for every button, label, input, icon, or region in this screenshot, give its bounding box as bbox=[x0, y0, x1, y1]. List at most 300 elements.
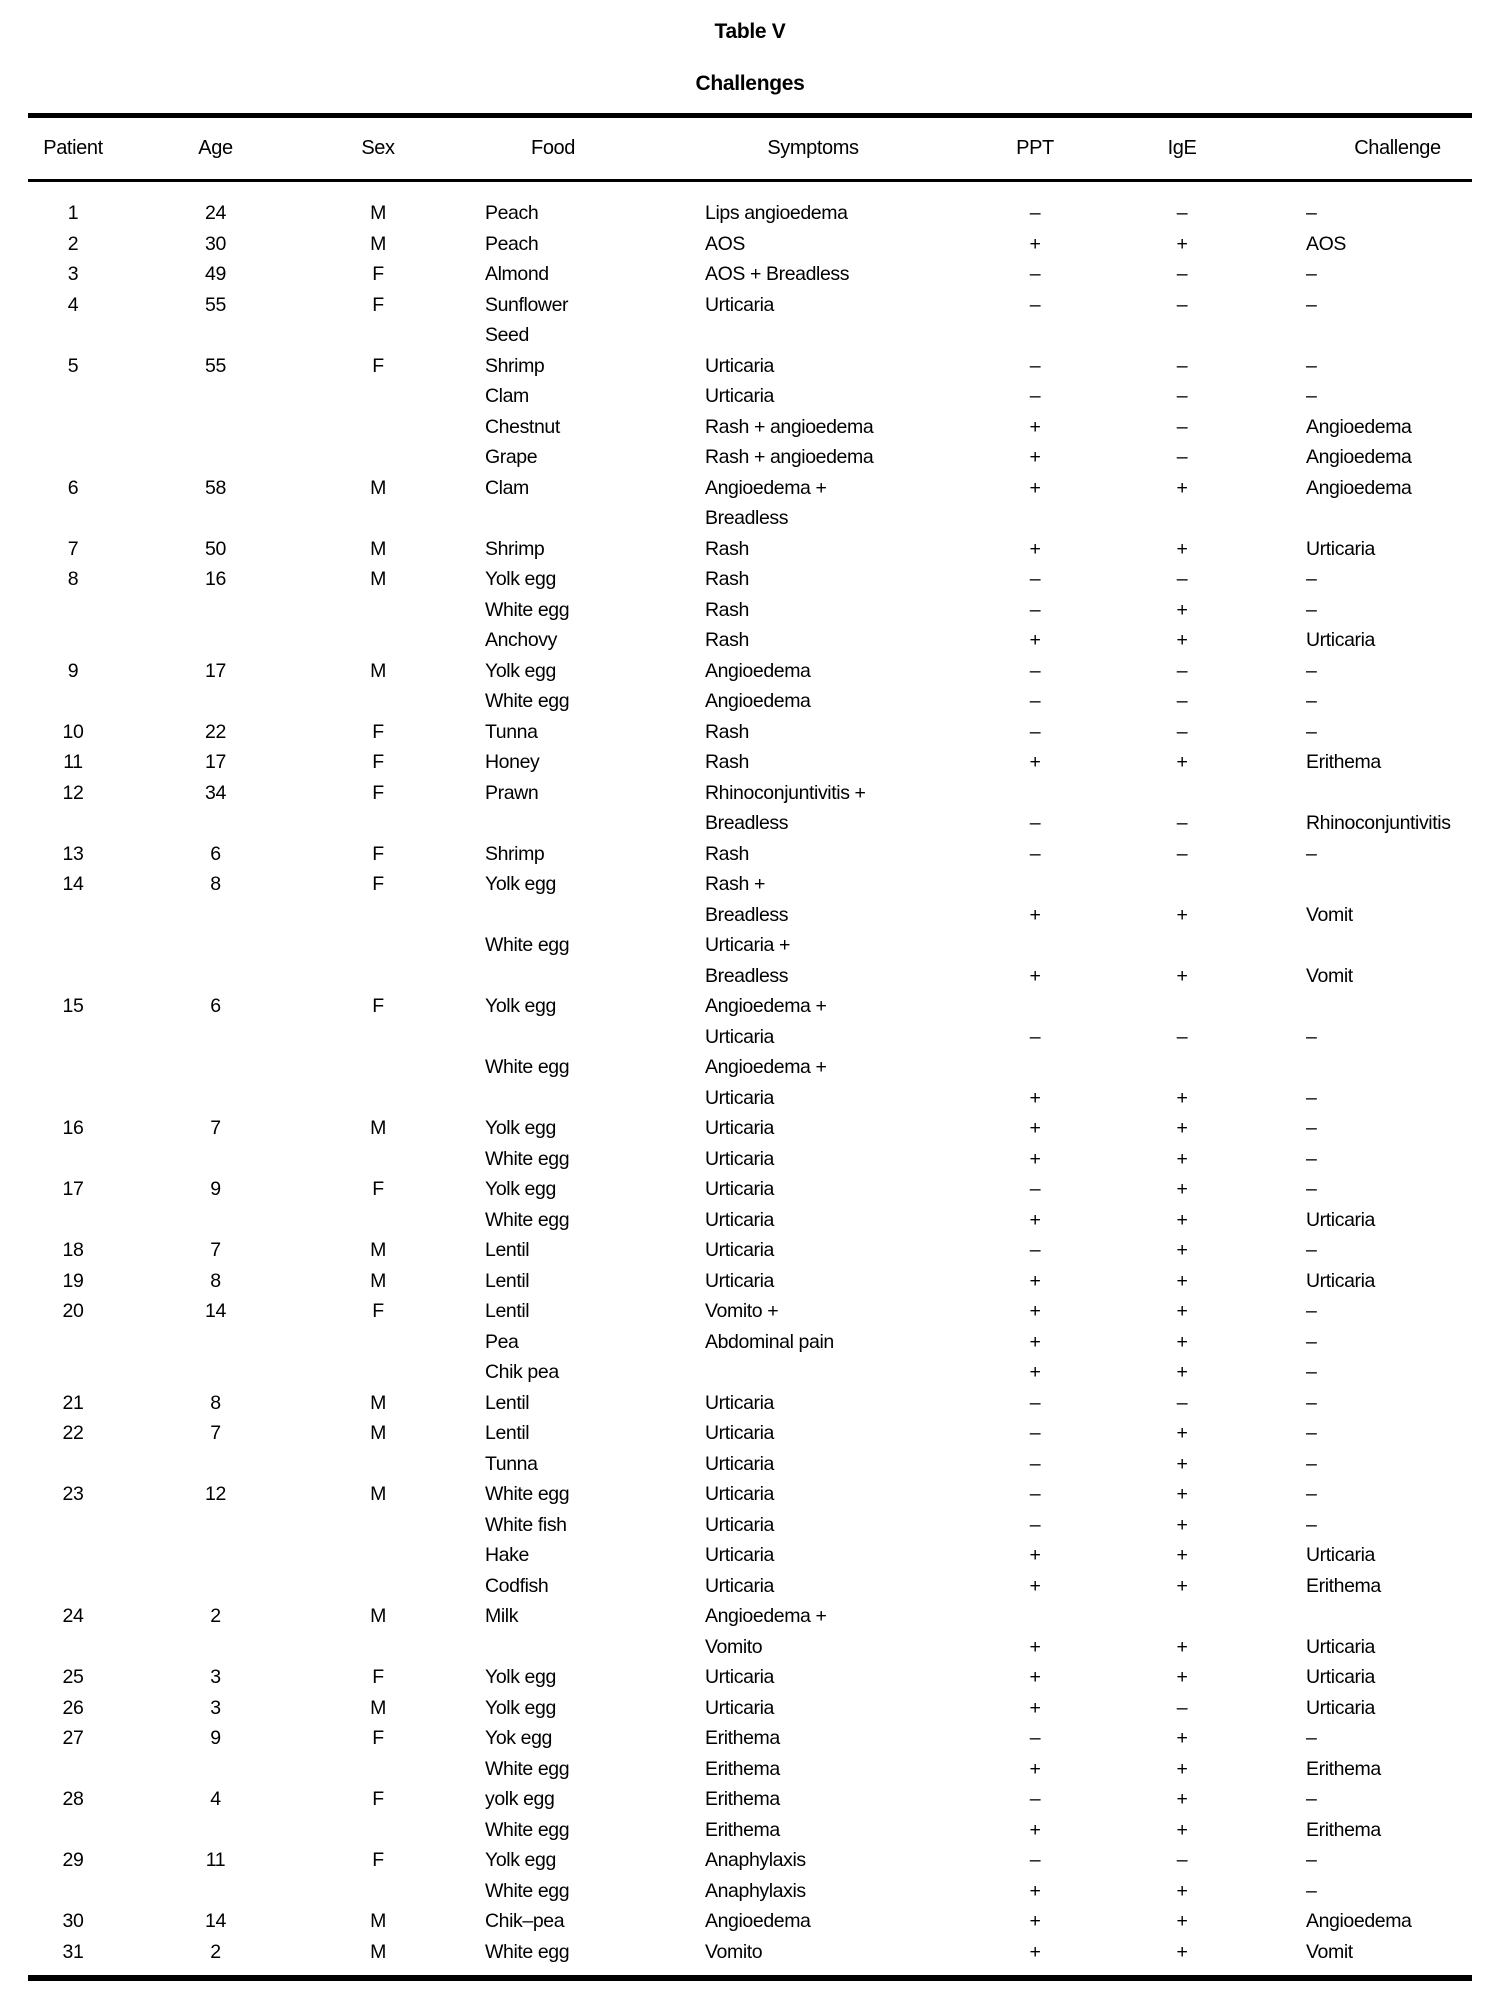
cell-ppt: + bbox=[1029, 446, 1041, 468]
table-row bbox=[28, 595, 1472, 626]
cell-challenge: – bbox=[1306, 659, 1317, 682]
table-row bbox=[28, 351, 1472, 382]
cell-ige: + bbox=[1176, 1635, 1188, 1658]
cell-sex: F bbox=[372, 263, 384, 285]
cell-patient: 27 bbox=[62, 1727, 84, 1749]
table-row bbox=[28, 961, 1472, 992]
table-row bbox=[28, 1632, 1472, 1663]
cell-ige: + bbox=[1176, 751, 1188, 773]
cell-food: White egg bbox=[485, 934, 570, 956]
cell-age: 34 bbox=[205, 781, 226, 804]
cell-ige: – bbox=[1176, 354, 1188, 377]
cell-sex: F bbox=[372, 1788, 384, 1810]
cell-patient bbox=[28, 1449, 118, 1480]
cell-challenge: – bbox=[1306, 1391, 1317, 1414]
cell-ppt bbox=[963, 991, 1107, 1022]
cell-symptoms: Rash bbox=[705, 568, 749, 590]
table-row bbox=[28, 1906, 1472, 1937]
cell-symptoms: Erithema bbox=[705, 1757, 780, 1780]
cell-sex: F bbox=[372, 293, 384, 316]
cell-symptoms: Rash bbox=[705, 720, 749, 743]
cell-ige: + bbox=[1176, 1757, 1188, 1780]
cell-patient: 22 bbox=[62, 1422, 84, 1444]
cell-ige: – bbox=[1176, 720, 1188, 743]
cell-symptoms: Rash bbox=[705, 751, 749, 773]
cell-challenge: Erithema bbox=[1306, 1574, 1381, 1597]
cell-challenge: – bbox=[1306, 1117, 1317, 1139]
cell-ige bbox=[1107, 991, 1257, 1022]
cell-patient: 19 bbox=[62, 1269, 84, 1292]
cell-sex bbox=[313, 1327, 443, 1358]
cell-ige bbox=[1107, 503, 1257, 534]
cell-challenge bbox=[1257, 1052, 1472, 1083]
cell-patient: 3 bbox=[67, 263, 79, 285]
cell-age: 7 bbox=[210, 1117, 221, 1139]
cell-challenge: Erithema bbox=[1306, 751, 1381, 773]
cell-ige: + bbox=[1176, 1483, 1188, 1505]
cell-food bbox=[443, 900, 663, 931]
cell-ppt bbox=[963, 503, 1107, 534]
table-row bbox=[28, 1266, 1472, 1297]
table-row bbox=[28, 1022, 1472, 1053]
cell-patient bbox=[28, 1083, 118, 1114]
cell-sex: M bbox=[370, 1696, 386, 1719]
cell-ppt: + bbox=[1029, 476, 1041, 499]
cell-challenge: Vomit bbox=[1306, 964, 1353, 987]
table-row bbox=[28, 1784, 1472, 1815]
cell-symptoms: Rash bbox=[705, 537, 749, 560]
cell-challenge: Angioedema bbox=[1306, 476, 1412, 499]
cell-challenge: – bbox=[1306, 385, 1317, 407]
cell-age: 3 bbox=[210, 1696, 221, 1719]
cell-ppt: + bbox=[1029, 751, 1041, 773]
cell-patient: 23 bbox=[62, 1483, 84, 1505]
cell-symptoms: Urticaria bbox=[705, 1666, 774, 1688]
cell-symptoms: AOS + Breadless bbox=[705, 263, 850, 285]
cell-patient: 9 bbox=[67, 659, 79, 682]
cell-symptoms: Abdominal pain bbox=[705, 1330, 834, 1353]
cell-age: 50 bbox=[205, 537, 226, 560]
cell-symptoms: Urticaria + bbox=[705, 934, 790, 956]
cell-challenge: Erithema bbox=[1306, 1757, 1381, 1780]
cell-patient: 26 bbox=[62, 1696, 84, 1719]
cell-challenge: – bbox=[1306, 1300, 1317, 1322]
cell-ppt: – bbox=[1029, 842, 1041, 865]
cell-challenge: Urticaria bbox=[1306, 1544, 1375, 1566]
table-row bbox=[28, 1418, 1472, 1449]
cell-food: Hake bbox=[485, 1544, 529, 1566]
cell-ige: + bbox=[1176, 964, 1188, 987]
cell-challenge: – bbox=[1306, 842, 1317, 865]
cell-ppt: + bbox=[1029, 964, 1041, 987]
cell-ppt bbox=[963, 930, 1107, 961]
cell-ige: + bbox=[1176, 232, 1188, 255]
table-row bbox=[28, 808, 1472, 839]
cell-challenge: – bbox=[1306, 1727, 1317, 1749]
cell-symptoms: Angioedema bbox=[705, 659, 811, 682]
table-row bbox=[28, 1693, 1472, 1724]
cell-ige: + bbox=[1176, 1361, 1188, 1383]
cell-ppt: + bbox=[1029, 232, 1041, 255]
table-row bbox=[28, 778, 1472, 809]
cell-symptoms: Urticaria bbox=[705, 1696, 774, 1719]
cell-symptoms bbox=[663, 320, 963, 351]
cell-symptoms: Urticaria bbox=[705, 1422, 774, 1444]
cell-challenge bbox=[1257, 1601, 1472, 1632]
cell-food: Yolk egg bbox=[485, 995, 556, 1017]
table-body bbox=[28, 181, 1472, 1979]
cell-ige: + bbox=[1176, 1452, 1188, 1475]
cell-challenge: – bbox=[1306, 1025, 1317, 1048]
cell-patient: 13 bbox=[62, 842, 84, 865]
cell-ppt: + bbox=[1029, 1208, 1041, 1231]
cell-patient: 15 bbox=[62, 995, 84, 1017]
cell-age: 58 bbox=[205, 476, 226, 499]
cell-age bbox=[118, 1571, 313, 1602]
cell-ppt: – bbox=[1029, 385, 1041, 407]
cell-ppt: – bbox=[1029, 354, 1041, 377]
table-row bbox=[28, 1845, 1472, 1876]
table-row bbox=[28, 1083, 1472, 1114]
cell-age bbox=[118, 808, 313, 839]
cell-challenge: – bbox=[1306, 1422, 1317, 1444]
cell-food: White egg bbox=[485, 1879, 570, 1902]
cell-patient: 7 bbox=[67, 537, 79, 560]
cell-age: 6 bbox=[210, 842, 221, 865]
cell-food: Yolk egg bbox=[485, 1117, 556, 1139]
cell-sex: M bbox=[370, 1940, 386, 1963]
cell-ige: – bbox=[1176, 415, 1188, 438]
cell-ige: + bbox=[1176, 1788, 1188, 1810]
cell-sex: F bbox=[372, 354, 384, 377]
cell-food: Yolk egg bbox=[485, 1849, 556, 1871]
cell-symptoms: Angioedema + bbox=[705, 476, 827, 499]
table-row bbox=[28, 1723, 1472, 1754]
cell-sex bbox=[313, 1754, 443, 1785]
cell-sex: M bbox=[370, 1239, 386, 1261]
cell-food: Yolk egg bbox=[485, 1696, 556, 1719]
cell-age bbox=[118, 595, 313, 626]
cell-sex: M bbox=[370, 1269, 386, 1292]
challenges-table bbox=[28, 113, 1472, 1981]
cell-symptoms: Vomito bbox=[705, 1635, 763, 1658]
cell-ppt: + bbox=[1029, 1361, 1041, 1383]
cell-sex: F bbox=[372, 1300, 384, 1322]
cell-ige: + bbox=[1176, 1300, 1188, 1322]
cell-ppt: – bbox=[1029, 1452, 1041, 1475]
cell-age: 9 bbox=[210, 1178, 221, 1200]
table-row bbox=[28, 534, 1472, 565]
cell-symptoms: Angioedema bbox=[705, 690, 811, 712]
cell-food: Peach bbox=[485, 202, 539, 224]
cell-symptoms: Anaphylaxis bbox=[705, 1849, 806, 1871]
cell-patient: 28 bbox=[62, 1788, 84, 1810]
cell-sex bbox=[313, 808, 443, 839]
cell-symptoms: Anaphylaxis bbox=[705, 1879, 806, 1902]
cell-sex bbox=[313, 1510, 443, 1541]
cell-age bbox=[118, 900, 313, 931]
cell-patient bbox=[28, 900, 118, 931]
cell-patient: 25 bbox=[62, 1666, 84, 1688]
cell-ppt: – bbox=[1029, 263, 1041, 285]
table-row bbox=[28, 747, 1472, 778]
table-row bbox=[28, 320, 1472, 351]
col-header-age: Age bbox=[118, 116, 313, 181]
col-header-symptoms: Symptoms bbox=[663, 116, 963, 181]
cell-food: White egg bbox=[485, 1757, 570, 1780]
table-row bbox=[28, 991, 1472, 1022]
cell-food: White egg bbox=[485, 1940, 570, 1963]
cell-food: Shrimp bbox=[485, 537, 545, 560]
cell-age bbox=[118, 625, 313, 656]
cell-age: 8 bbox=[210, 1269, 221, 1292]
cell-patient: 11 bbox=[63, 751, 83, 773]
cell-symptoms bbox=[663, 1357, 963, 1388]
table-row bbox=[28, 259, 1472, 290]
table-row bbox=[28, 1754, 1472, 1785]
table-row bbox=[28, 839, 1472, 870]
cell-ppt: – bbox=[1029, 1025, 1041, 1048]
cell-age: 7 bbox=[210, 1422, 221, 1444]
cell-ppt: – bbox=[1029, 568, 1041, 590]
cell-ppt: – bbox=[1029, 1483, 1041, 1505]
cell-sex bbox=[313, 381, 443, 412]
cell-challenge: – bbox=[1306, 202, 1317, 224]
cell-ige: + bbox=[1176, 1727, 1188, 1749]
cell-ige: – bbox=[1176, 1025, 1188, 1048]
cell-challenge: Erithema bbox=[1306, 1818, 1381, 1841]
cell-patient bbox=[28, 595, 118, 626]
cell-food: White egg bbox=[485, 1208, 570, 1231]
cell-sex: M bbox=[370, 476, 386, 499]
cell-food bbox=[443, 808, 663, 839]
cell-challenge: – bbox=[1306, 1086, 1317, 1109]
cell-patient: 4 bbox=[67, 293, 79, 316]
cell-food: Almond bbox=[485, 263, 549, 285]
cell-food: White egg bbox=[485, 598, 570, 621]
cell-symptoms: Angioedema + bbox=[705, 995, 827, 1017]
col-header-sex: Sex bbox=[313, 116, 443, 181]
cell-age: 8 bbox=[210, 873, 221, 895]
cell-symptoms: Urticaria bbox=[705, 385, 774, 407]
cell-ige: + bbox=[1176, 1940, 1188, 1963]
cell-sex: M bbox=[370, 1483, 386, 1505]
cell-sex bbox=[313, 1052, 443, 1083]
cell-ppt: + bbox=[1029, 1757, 1041, 1780]
cell-patient bbox=[28, 1632, 118, 1663]
table-row bbox=[28, 229, 1472, 260]
cell-ppt bbox=[963, 778, 1107, 809]
cell-food: Anchovy bbox=[485, 629, 557, 651]
cell-food: Clam bbox=[485, 476, 529, 499]
cell-ige bbox=[1107, 778, 1257, 809]
cell-food: Codfish bbox=[485, 1574, 549, 1597]
cell-sex: M bbox=[370, 537, 386, 560]
cell-ppt bbox=[963, 1052, 1107, 1083]
cell-ppt: + bbox=[1029, 1300, 1041, 1322]
cell-sex: F bbox=[372, 1666, 384, 1688]
cell-challenge: – bbox=[1306, 1849, 1317, 1871]
cell-ppt: – bbox=[1029, 720, 1041, 743]
cell-sex bbox=[313, 900, 443, 931]
cell-ige: – bbox=[1176, 812, 1188, 834]
table-row bbox=[28, 1327, 1472, 1358]
table-row bbox=[28, 1235, 1472, 1266]
cell-age bbox=[118, 381, 313, 412]
cell-patient: 30 bbox=[62, 1910, 84, 1932]
cell-sex bbox=[313, 930, 443, 961]
cell-age bbox=[118, 320, 313, 351]
cell-ppt: + bbox=[1029, 1330, 1041, 1353]
cell-food: Seed bbox=[485, 324, 529, 346]
cell-ige: + bbox=[1176, 903, 1188, 926]
cell-ppt: + bbox=[1029, 903, 1041, 926]
cell-ige: – bbox=[1176, 842, 1188, 865]
cell-ige: + bbox=[1176, 1330, 1188, 1353]
cell-symptoms: Urticaria bbox=[705, 1391, 774, 1414]
cell-age: 8 bbox=[210, 1391, 221, 1414]
cell-challenge: AOS bbox=[1306, 232, 1346, 255]
cell-food: Yolk egg bbox=[485, 1666, 556, 1688]
cell-symptoms: Rhinoconjuntivitis + bbox=[705, 781, 866, 804]
cell-symptoms: Urticaria bbox=[705, 1483, 774, 1505]
cell-symptoms: AOS bbox=[705, 232, 745, 255]
cell-ige: + bbox=[1176, 537, 1188, 560]
cell-patient: 1 bbox=[67, 202, 79, 224]
cell-symptoms: Urticaria bbox=[705, 293, 774, 316]
cell-ppt: – bbox=[1029, 1788, 1041, 1810]
cell-sex: F bbox=[372, 720, 384, 743]
cell-symptoms: Breadless bbox=[705, 903, 789, 926]
cell-ppt: + bbox=[1029, 1910, 1041, 1932]
cell-challenge: – bbox=[1306, 1788, 1317, 1810]
cell-patient bbox=[28, 961, 118, 992]
cell-patient: 31 bbox=[62, 1940, 84, 1963]
cell-sex bbox=[313, 320, 443, 351]
cell-age bbox=[118, 412, 313, 443]
table-row bbox=[28, 1601, 1472, 1632]
cell-age: 30 bbox=[205, 232, 226, 255]
cell-patient: 12 bbox=[62, 781, 84, 804]
cell-sex bbox=[313, 1144, 443, 1175]
cell-age bbox=[118, 1815, 313, 1846]
cell-ppt: + bbox=[1029, 1147, 1041, 1170]
cell-food: yolk egg bbox=[485, 1788, 555, 1810]
cell-age: 17 bbox=[205, 659, 226, 682]
cell-food bbox=[443, 1083, 663, 1114]
cell-patient bbox=[28, 930, 118, 961]
cell-age: 55 bbox=[205, 354, 226, 377]
cell-challenge: – bbox=[1306, 1452, 1317, 1475]
cell-age bbox=[118, 686, 313, 717]
cell-patient bbox=[28, 1052, 118, 1083]
table-row bbox=[28, 1815, 1472, 1846]
cell-ige: + bbox=[1176, 1879, 1188, 1902]
cell-age: 55 bbox=[205, 293, 226, 316]
cell-challenge: – bbox=[1306, 568, 1317, 590]
cell-food: Clam bbox=[485, 385, 529, 407]
cell-age: 24 bbox=[205, 202, 226, 224]
cell-age: 14 bbox=[205, 1300, 226, 1322]
cell-food: Yolk egg bbox=[485, 568, 556, 590]
cell-ige: – bbox=[1176, 385, 1188, 407]
cell-age bbox=[118, 1205, 313, 1236]
cell-patient: 17 bbox=[62, 1178, 84, 1200]
table-row bbox=[28, 412, 1472, 443]
cell-sex bbox=[313, 503, 443, 534]
cell-ppt: + bbox=[1029, 1574, 1041, 1597]
cell-symptoms: Urticaria bbox=[705, 354, 774, 377]
cell-age: 22 bbox=[205, 720, 226, 743]
cell-ppt: – bbox=[1029, 1727, 1041, 1749]
cell-ige: + bbox=[1176, 1239, 1188, 1261]
cell-age bbox=[118, 1022, 313, 1053]
cell-symptoms: Urticaria bbox=[705, 1574, 774, 1597]
cell-food: Pea bbox=[485, 1330, 519, 1353]
cell-ppt: + bbox=[1029, 1818, 1041, 1841]
cell-food: Peach bbox=[485, 232, 539, 255]
cell-sex bbox=[313, 1357, 443, 1388]
cell-food: Chik–pea bbox=[485, 1910, 565, 1932]
cell-challenge bbox=[1257, 320, 1472, 351]
cell-patient: 5 bbox=[67, 354, 79, 377]
cell-ige: – bbox=[1176, 202, 1188, 224]
cell-challenge bbox=[1257, 991, 1472, 1022]
cell-age bbox=[118, 1540, 313, 1571]
cell-challenge: Urticaria bbox=[1306, 1208, 1375, 1231]
cell-ppt: + bbox=[1029, 1086, 1041, 1109]
cell-sex bbox=[313, 1022, 443, 1053]
cell-ige: – bbox=[1176, 690, 1188, 712]
cell-food bbox=[443, 503, 663, 534]
cell-sex: M bbox=[370, 1422, 386, 1444]
cell-food: White egg bbox=[485, 1483, 570, 1505]
cell-challenge: Urticaria bbox=[1306, 629, 1375, 651]
cell-patient bbox=[28, 1510, 118, 1541]
cell-sex bbox=[313, 1876, 443, 1907]
cell-ppt: + bbox=[1029, 1544, 1041, 1566]
cell-patient: 16 bbox=[62, 1117, 84, 1139]
col-header-ppt: PPT bbox=[963, 116, 1107, 181]
cell-ige: + bbox=[1176, 1422, 1188, 1444]
table-row bbox=[28, 1876, 1472, 1907]
cell-ppt: + bbox=[1029, 1117, 1041, 1139]
cell-age bbox=[118, 1876, 313, 1907]
cell-sex: F bbox=[372, 995, 384, 1017]
cell-sex bbox=[313, 686, 443, 717]
col-header-food: Food bbox=[443, 116, 663, 181]
header-row bbox=[28, 116, 1472, 181]
cell-patient bbox=[28, 808, 118, 839]
cell-symptoms: Angioedema + bbox=[705, 1056, 827, 1078]
cell-sex: M bbox=[370, 232, 386, 255]
cell-patient bbox=[28, 320, 118, 351]
table-row bbox=[28, 442, 1472, 473]
cell-age: 6 bbox=[210, 995, 221, 1017]
cell-food bbox=[443, 1632, 663, 1663]
cell-food: White egg bbox=[485, 1147, 570, 1170]
cell-patient: 8 bbox=[67, 568, 79, 590]
cell-food: Lentil bbox=[485, 1239, 530, 1261]
table-row bbox=[28, 1144, 1472, 1175]
cell-patient bbox=[28, 625, 118, 656]
cell-symptoms: Rash bbox=[705, 629, 749, 651]
cell-ppt: + bbox=[1029, 1666, 1041, 1688]
cell-patient bbox=[28, 1144, 118, 1175]
cell-symptoms: Breadless bbox=[705, 507, 789, 529]
cell-sex: M bbox=[370, 568, 386, 590]
cell-food: Chestnut bbox=[485, 415, 560, 438]
